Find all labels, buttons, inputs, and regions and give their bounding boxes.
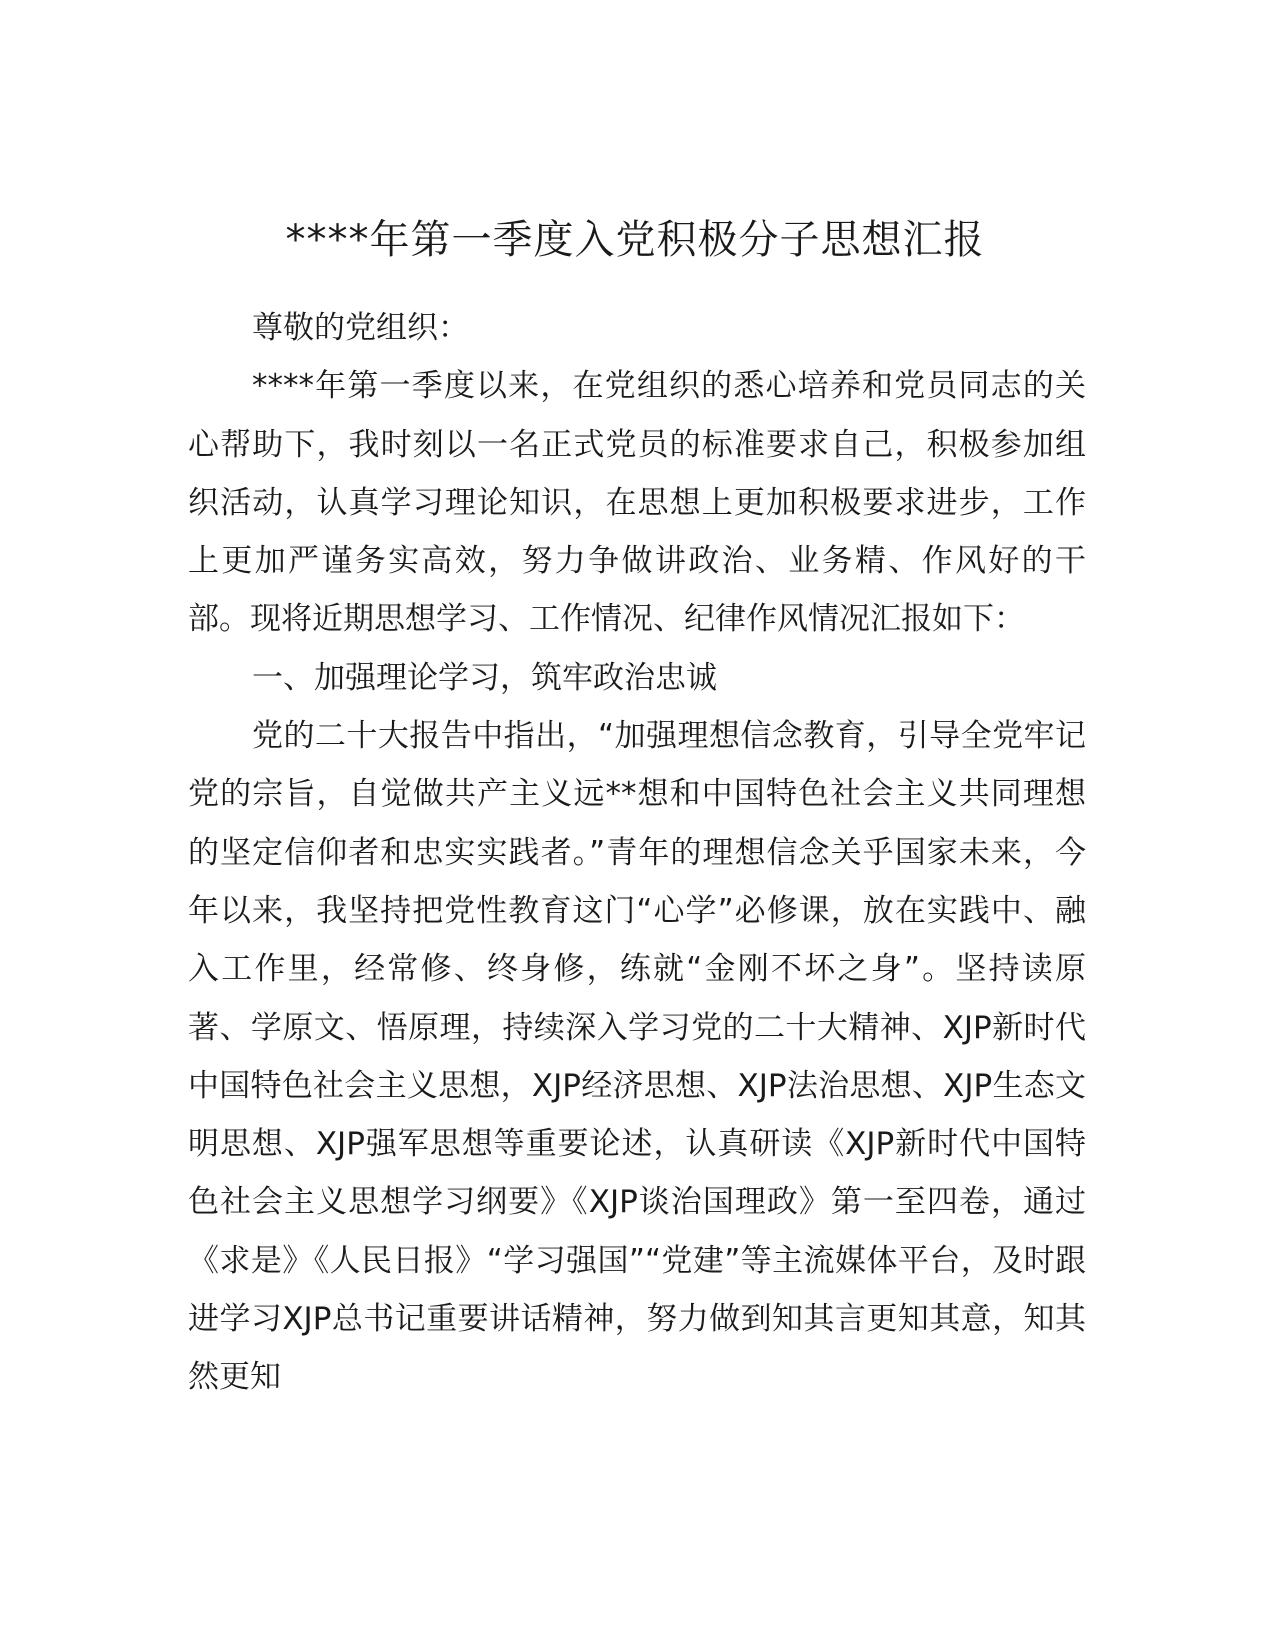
salutation: 尊敬的党组织： (252, 310, 469, 346)
document-title: ****年第一季度入党积极分子思想汇报 (285, 217, 985, 263)
paragraph-intro: ****年第一季度以来，在党组织的悉心培养和党员同志的关心帮助下，我时刻以一名正式党员的标准要求自己，积极参加组织活动，认真学习理论知识，在思想上更加积极要求进步，工作上更加严谨务实高效，努力争做讲政治、业务精、作风好的干部。现将近期思想学习、工作情况、纪律作风情况汇报如下： (188, 368, 1086, 638)
document-body (188, 299, 1086, 1407)
section-heading: 一、加强理论学习，筑牢政治忠诚 (252, 659, 717, 696)
paragraph-theory-study: 党的二十大报告中指出，“加强理想信念教育，引导全党牢记党的宗旨，自觉做共产主义远**想和中国特色社会主义共同理想的坚定信仰者和忠实实践者。”青年的理想信念关乎国家未来，今年以来，我坚持把党性教育这门“心学”必修课，放在实践中、融入工作里，经常修、终身修，练就“金刚不坏之身”。坚持读原著、学原文、悟原理，持续深入学习党的二十大精神、XJP新时代中国特色社会主义思想，XJP经济思想、XJP法治思想、XJP生态文明思想、XJP强军思想等重要论述，认真研读《XJP新时代中国特色社会主义思想学习纲要》《XJP谈治国理政》第一至四卷，通过《求是》《人民日报》“学习强国”“党建”等主流媒体平台，及时跟进学习XJP总书记重要讲话精神，努力做到知其言更知其意，知其然更知 (188, 718, 1086, 1396)
